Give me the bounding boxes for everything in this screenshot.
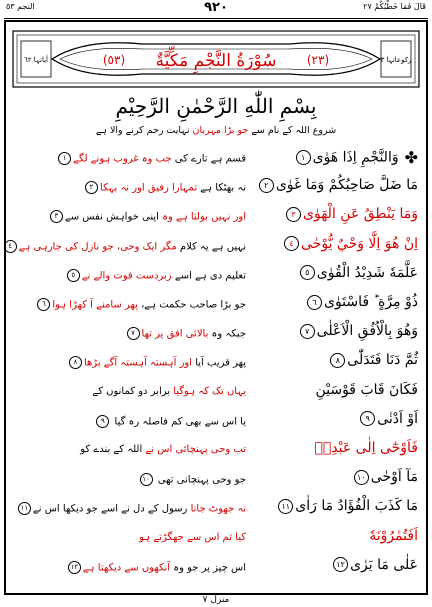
arabic-text: مَا كَذَبَ الْفُؤَادُ مَا رَاٰى [295, 498, 418, 515]
verse-row [14, 294, 418, 320]
urdu-translation [14, 269, 246, 282]
header-surah-name: النجم ٥٣ [6, 2, 35, 11]
translation-part-1: یہاں تک کہ ہوگیا [173, 385, 246, 397]
page-number: ٩٢٠ [204, 0, 228, 15]
ayah-number: ٥ [300, 265, 315, 280]
verse-row [8, 235, 418, 262]
arabic-verse [250, 557, 418, 573]
verse-row [14, 528, 418, 554]
translation-number: ٨ [69, 356, 82, 369]
translation-number: ١١ [18, 502, 31, 515]
manzil-footer: منزل ٧ [202, 595, 230, 605]
arabic-text: فَاَوْحٰٓى اِلٰى عَبْدِهٖ [314, 440, 418, 456]
verse-row [14, 440, 418, 466]
surah-title: سُوْرَةُ النَّجْمِ مَكِّيَّةٌ [155, 51, 277, 71]
translation-part-1: پھر قریب آیا [195, 357, 246, 369]
intro-part-1: شروع اللہ کے نام سے [251, 125, 337, 136]
urdu-translation [14, 181, 246, 194]
urdu-translation [14, 415, 246, 428]
arabic-text: اَفَتُمٰرُوْنَهٗ [369, 527, 418, 544]
translation-part-2: جب وہ غروب ہونے لگے [73, 153, 172, 165]
translation-part-1: جبکہ وہ [211, 328, 246, 340]
ayah-number: ١٠ [354, 470, 369, 485]
ayat-count-label: اٰیاتہا ٦٢ [24, 56, 48, 64]
arabic-text: مَآ اَوْحٰى [370, 469, 418, 486]
translation-part-2: اپنی خواہش نفس سے [64, 211, 159, 223]
header-rule [4, 18, 428, 19]
translation-part-1: یا اس سے بھی کم فاصلہ رہ گیا [114, 416, 246, 428]
translation-part-2: زبردست قوت والے نے [81, 270, 172, 282]
urdu-translation [14, 210, 246, 223]
translation-part-1: قسم ہے تارے کی [174, 153, 246, 165]
translation-number: ٣ [50, 210, 63, 223]
ayah-number: ٧ [300, 324, 315, 339]
arabic-verse [250, 352, 418, 368]
urdu-translation [14, 386, 246, 397]
ayah-number: ٤ [284, 236, 299, 251]
translation-number: ٩ [96, 415, 109, 428]
verse-row [14, 498, 418, 524]
arabic-verse [250, 206, 418, 222]
arabic-text: عَلَّمَهٗ شَدِيْدُ الْقُوٰى [316, 264, 418, 281]
ruku-count-label: رکوعاتہا ٣ [380, 56, 412, 64]
translation-part-1: نہ جھوٹ جانا [190, 503, 246, 515]
ayah-number: ٢ [259, 178, 274, 193]
translation-part-1: تب وحی پہنچائی اس نے [145, 444, 246, 455]
arabic-verse [250, 294, 418, 310]
translation-number: ٦ [37, 298, 50, 311]
arabic-verse [250, 469, 418, 485]
translation-number: ٢ [85, 181, 98, 194]
bismillah: بِسْمِ اللّٰهِ الرَّحْمٰنِ الرَّحِيْمِ [115, 94, 317, 118]
translation-part-2: مگر ایک وحی، جو نازل کی جارہی ہے [18, 241, 177, 253]
verse-row [14, 177, 418, 203]
ayah-number: ٩ [360, 411, 375, 426]
arabic-verse [250, 528, 418, 544]
urdu-translation [14, 444, 246, 455]
surah-number: (٥٣) [102, 53, 126, 67]
ayah-number: ٣ [286, 207, 301, 222]
intro-part-2: جو بڑا مہربان [192, 125, 249, 136]
arabic-verse [250, 382, 418, 398]
surah-banner [12, 30, 420, 88]
revelation-order: (٢٣) [306, 53, 330, 67]
translation-number: ١٢ [68, 561, 81, 574]
urdu-translation [8, 240, 246, 253]
translation-part-2: بالائی افق پر تھا [141, 328, 209, 340]
arabic-text: عَلٰى مَا يَرٰى [350, 556, 418, 573]
translation-number: ٤ [4, 240, 17, 253]
translation-number: ١٠ [140, 473, 153, 486]
arabic-text: وَالنَّجْمِ اِذَا هَوٰى [312, 149, 399, 166]
verse-row [14, 206, 418, 232]
arabic-verse [250, 498, 418, 514]
arabic-verse [250, 323, 418, 339]
intro-part-3: نہایت رحم کرنے والا ہے [95, 125, 190, 136]
verse-row [14, 469, 418, 495]
arabic-text: ذُوْ مِرَّةٍ ؕ فَاسْتَوٰى [323, 294, 418, 310]
translation-part-1: جو وحی پہنچانی تھی [157, 474, 246, 486]
ayah-number: ٨ [330, 353, 345, 368]
verse-row [14, 382, 418, 408]
translation-number: ٥ [67, 269, 80, 282]
ayah-number: ١١ [278, 499, 293, 514]
arabic-verse [250, 411, 418, 427]
urdu-translation [14, 502, 246, 515]
translation-part-1: نہ بھٹکا ہے [200, 182, 246, 194]
translation-part-2: رسول کے دل نے اسے جو دیکھا اس نے [32, 503, 188, 515]
arabic-verse [250, 236, 418, 252]
translation-part-1: اور نہیں بولتا ہے وہ [162, 211, 246, 223]
bismillah-translation [0, 125, 432, 136]
verse-row [14, 148, 418, 174]
arabic-verse [250, 148, 418, 167]
arabic-verse [250, 177, 418, 193]
verse-row [14, 323, 418, 349]
translation-part-2: آنکھوں سے دیکھتا ہے [82, 562, 171, 574]
translation-part-2: پھر سامنے آ کھڑا ہوا [52, 299, 138, 311]
urdu-translation [14, 152, 246, 165]
arabic-verse [250, 265, 418, 281]
header-juz-name: قَالَ فَمَا خَطْبُكُمْ ٢٧ [363, 2, 426, 11]
arabic-text: ثُمَّ دَنَا فَتَدَلّٰى [347, 352, 418, 369]
urdu-translation [14, 327, 246, 340]
ayah-number: ١٢ [333, 557, 348, 572]
arabic-text: فَكَانَ قَابَ قَوْسَيْنِ [315, 381, 418, 398]
translation-part-1: نہیں ہے یہ کلام [179, 241, 246, 253]
arabic-verse [250, 440, 418, 456]
urdu-translation [14, 473, 246, 486]
arabic-text: اَوْ اَدْنٰى [377, 410, 418, 427]
ayah-number: ٦ [307, 295, 322, 310]
translation-number: ٧ [127, 327, 140, 340]
verse-row [14, 265, 418, 291]
translation-part-1: کیا تم اس سے جھگڑتے ہو [139, 531, 246, 543]
verse-row [14, 557, 418, 583]
translation-number: ١ [58, 152, 71, 165]
arabic-text: وَمَا يَنْطِقُ عَنِ الْهَوٰى [303, 206, 418, 223]
urdu-translation [14, 298, 246, 311]
urdu-translation [14, 532, 246, 543]
translation-part-1: اس چیز پر جو وہ [173, 562, 246, 574]
arabic-text: اِنْ هُوَ اِلَّا وَحْيٌ يُّوْحٰى [301, 235, 418, 252]
urdu-translation [14, 356, 246, 369]
arabic-text: مَا ضَلَّ صَاحِبُكُمْ وَمَا غَوٰى [275, 177, 418, 194]
translation-part-1: جو بڑا صاحب حکمت ہے، [141, 299, 246, 311]
ayah-number: ١ [296, 150, 311, 165]
translation-part-2: اللہ کے بندے کو [80, 444, 143, 455]
translation-part-2: تمہارا رفیق اور نہ بہکا [100, 182, 198, 194]
translation-part-1: تعلیم دی ہے اسے [174, 270, 246, 282]
translation-part-2: اور آہستہ آہستہ آگے بڑھا [83, 357, 193, 369]
verse-row [14, 411, 418, 437]
arabic-text: وَهُوَ بِالْاُفُقِ الْاَعْلٰى [316, 323, 418, 340]
translation-part-2: برابر دو کمانوں کے [92, 385, 171, 397]
verse-row [14, 352, 418, 378]
urdu-translation [14, 561, 246, 574]
rub-el-hizb-icon: ✤ [404, 148, 418, 167]
